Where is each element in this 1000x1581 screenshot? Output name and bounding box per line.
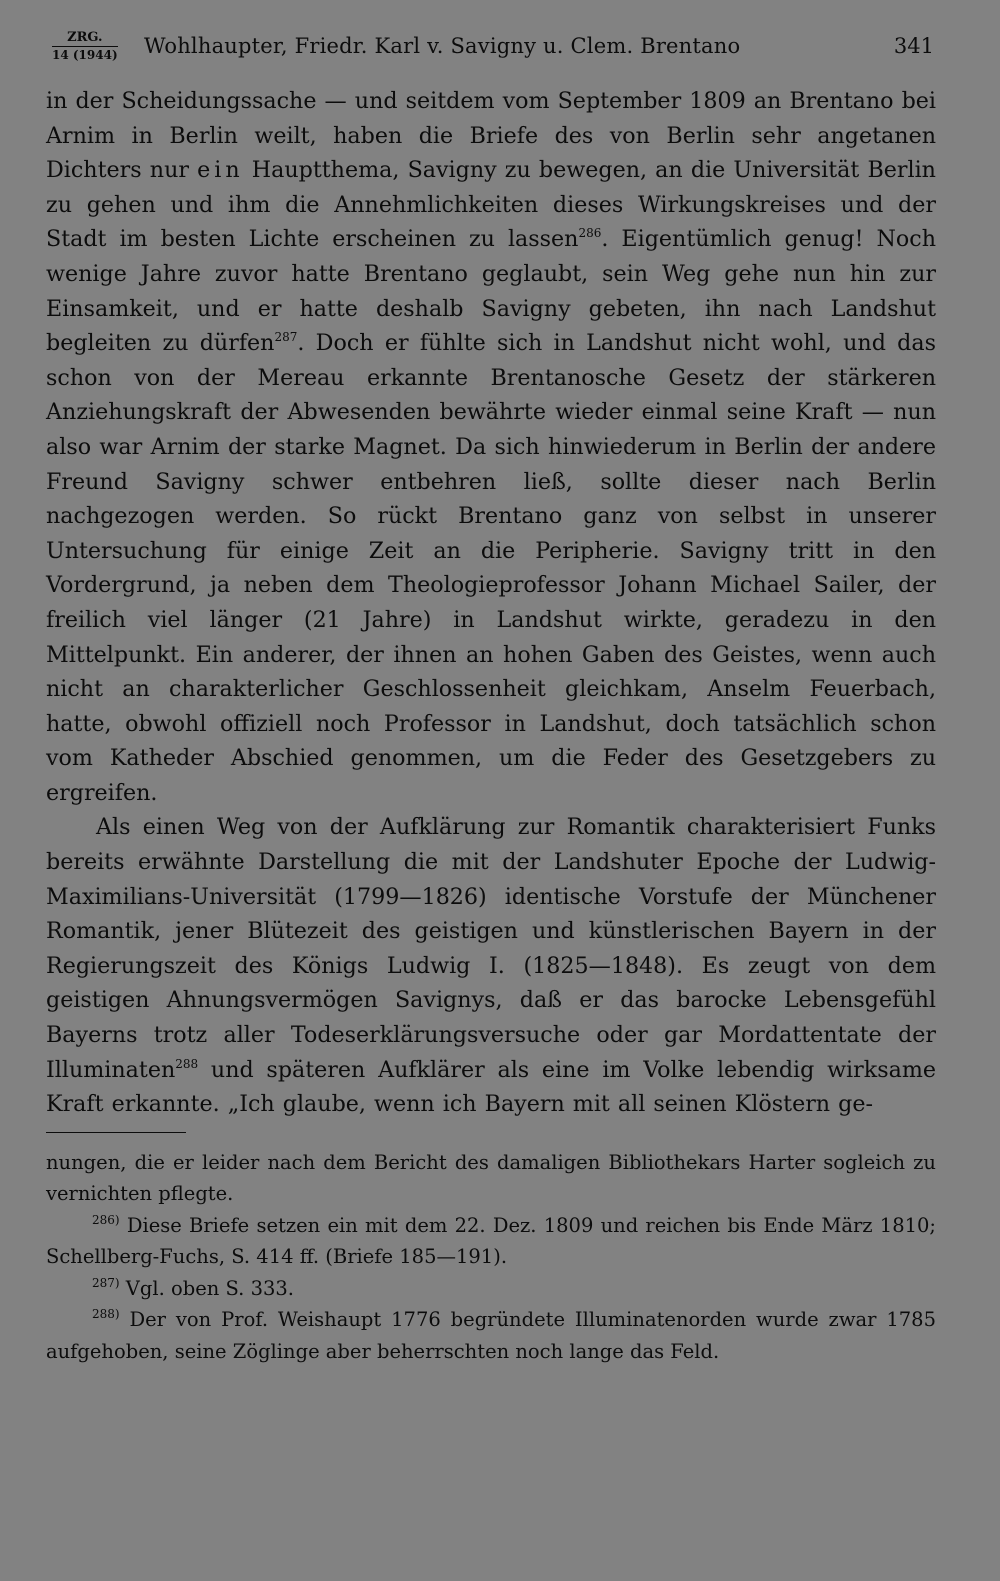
- footnote-mark: 288): [92, 1307, 120, 1322]
- footnote-286: [46, 1210, 936, 1273]
- footnote-reference: 286: [578, 226, 602, 241]
- book-page: [46, 28, 936, 1367]
- footnote-mark: 286): [92, 1212, 120, 1227]
- text-run: . Doch er fühlte sich in Landshut nicht wohl, und das schon von der Mereau erkannte Brentanosche Gesetz der stärkeren Anziehungskraft der Abwesenden bewährte wieder einmal seine Kraft — nun also war Arnim der starke Magnet. Da sich hinwiederum in Berlin der andere Freund Savigny schwer entbehren ließ, sollte dieser nach Berlin nachgezogen werden. So rückt Brentano ganz von selbst in unserer Untersuchung für einige Zeit an die Peripherie. Savigny tritt in den Vordergrund, ja neben dem Theologieprofessor Johann Michael Sailer, der freilich viel länger (21 Jahre) in Landshut wirkte, geradezu in den Mittelpunkt. Ein anderer, der ihnen an hohen Gaben des Geistes, wenn auch nicht an charakterlicher Geschlossenheit gleichkam, Anselm Feuerbach, hatte, obwohl offiziell noch Professor in Landshut, doch tatsächlich schon vom Katheder Abschied genommen, um die Feder des Gesetzgebers zu ergreifen.: [46, 330, 936, 806]
- journal-reference: [52, 30, 118, 63]
- page-number: 341: [893, 34, 934, 58]
- footnote-reference: 287: [274, 330, 298, 345]
- text-run: Hauptthema, Savigny zu bewegen, an die Universität Berlin zu gehen und ihm die Annehmlichkeiten dieses Wirkungskreises und der Stadt im besten Lichte erscheinen zu lassen: [46, 157, 936, 253]
- text-run: . Eigentümlich genug! Noch wenige Jahre zuvor hatte Brentano geglaubt, sein Weg gehe nun hin zur Einsamkeit, und er hatte deshalb Savigny gebeten, ihn nach Landshut begleiten zu dürfen: [46, 226, 936, 357]
- footnote-text: Der von Prof. Weishaupt 1776 begründete Illuminatenorden wurde zwar 1785 aufgehoben, seine Zöglinge aber beherrschten noch lange das Feld.: [46, 1308, 936, 1363]
- footnote-288: [46, 1304, 936, 1367]
- journal-abbreviation: ZRG.: [52, 30, 118, 47]
- footnote-reference: 288: [175, 1056, 199, 1071]
- emphasized-word: ein: [197, 157, 244, 184]
- running-head: [46, 28, 936, 84]
- main-text: [46, 84, 936, 1122]
- footnote-287: [46, 1273, 936, 1305]
- running-title: Wohlhaupter, Friedr. Karl v. Savigny u. Clem. Brentano: [144, 34, 741, 58]
- text-run: Als einen Weg von der Aufklärung zur Romantik charakterisiert Funks bereits erwähnte Darstellung die mit der Landshuter Epoche der Ludwig-Maximilians-Universität (1799—1826) identische Vorstufe der Münchener Romantik, jener Blütezeit des geistigen und künstlerischen Bayern in der Regierungszeit des Königs Ludwig I. (1825—1848). Es zeugt von dem geistigen Ahnungsvermögen Savignys, daß er das barocke Lebensgefühl Bayerns trotz aller Todeserklärungsversuche oder gar Mordattentate der Illuminaten: [46, 814, 936, 1083]
- footnote-divider: [46, 1132, 186, 1133]
- text-run: in der Scheidungssache — und seitdem vom September 1809 an Brentano bei Arnim in Berlin weilt, haben die Briefe des von Berlin sehr angetanen Dichters nur: [46, 88, 936, 184]
- footnote-text: Vgl. oben S. 333.: [119, 1276, 294, 1300]
- paragraph: [46, 84, 936, 810]
- footnotes: [46, 1147, 936, 1368]
- paragraph: [46, 810, 936, 1121]
- journal-volume: 14 (1944): [52, 48, 118, 62]
- text-run: und späteren Aufklärer als eine im Volke lebendig wirksame Kraft erkannte. „Ich glaube, wenn ich Bayern mit all seinen Klöstern ge-: [46, 1056, 936, 1118]
- footnote-mark: 287): [92, 1275, 120, 1290]
- footnote-text: Diese Briefe setzen ein mit dem 22. Dez. 1809 und reichen bis Ende März 1810; Schellberg-Fuchs, S. 414 ff. (Briefe 185—191).: [46, 1213, 936, 1269]
- footnote-continuation: nungen, die er leider nach dem Bericht des damaligen Bibliothekars Harter sogleich zu vernichten pflegte.: [46, 1150, 936, 1206]
